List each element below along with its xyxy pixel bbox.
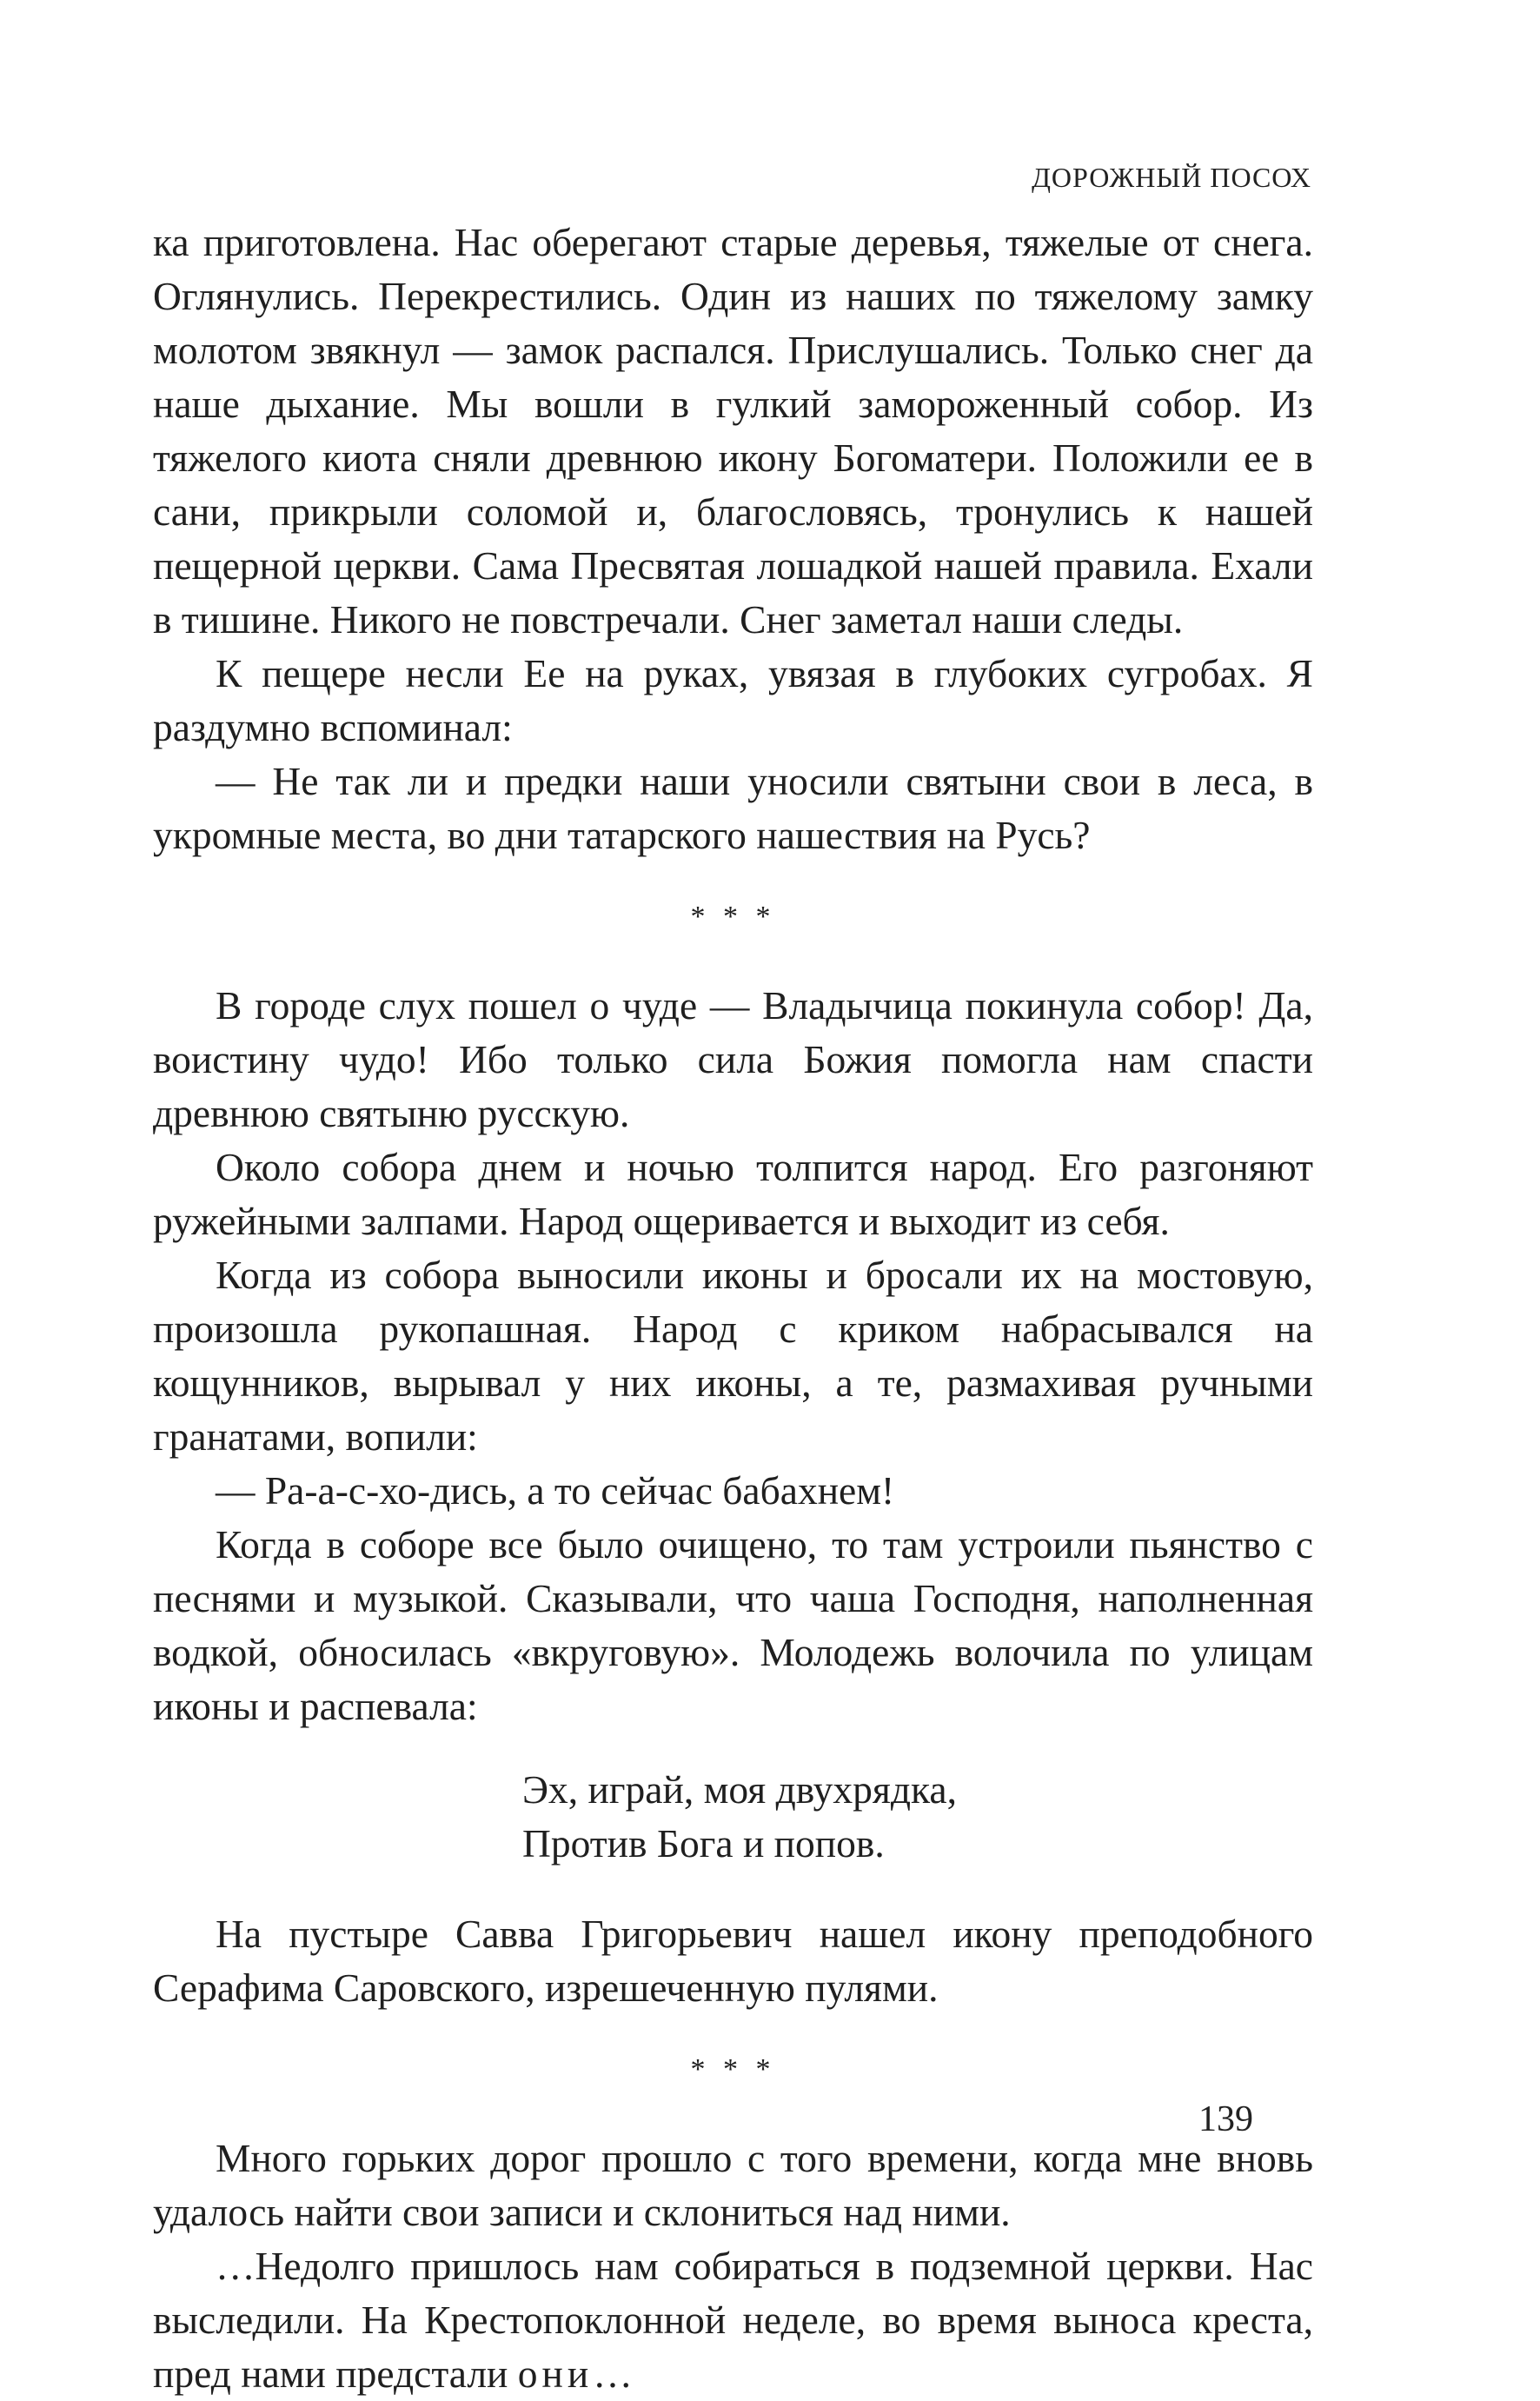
paragraph: Когда в соборе все было очищено, то там устроили пьянство с песнями и музыкой. Сказывали, что чаша Господня, наполненная водкой, обносилась «вкруговую». Молодежь волочила по улицам иконы и распевала: <box>153 1522 1313 1728</box>
section-break-asterism: * * * <box>690 2053 776 2085</box>
running-head: ДОРОЖНЫЙ ПОСОХ <box>1032 162 1311 193</box>
spaced-emphasis: они <box>517 2351 594 2396</box>
paragraph: — Не так ли и предки наши уносили святыни свои в леса, в укромные места, во дни татарского нашествия на Русь? <box>153 759 1313 857</box>
paragraph: Когда из собора выносили иконы и бросали их на мостовую, произошла рукопашная. Народ с криком набрасывался на кощунников, вырывал у них иконы, а те, размахивая ручными гранатами, вопили: <box>153 1253 1313 1459</box>
paragraph: Много горьких дорог прошло с того времени, когда мне вновь удалось найти свои записи и склониться над ними. <box>153 2136 1313 2234</box>
paragraph: К пещере несли Ее на руках, увязая в глубоких сугробах. Я раздумно вспоминал: <box>153 651 1313 749</box>
paragraph: В городе слух пошел о чуде — Владычица покинула собор! Да, воистину чудо! Ибо только сила Божия помогла нам спасти древнюю святыню русскую. <box>153 983 1313 1135</box>
ellipsis: … <box>593 2351 633 2396</box>
body-text <box>153 216 1313 2401</box>
paragraph: На пустыре Савва Григорьевич нашел икону преподобного Серафима Саровского, изрешеченную пулями. <box>153 1912 1313 2010</box>
verse-line: Эх, играй, моя двухрядка, <box>522 1767 957 1812</box>
paragraph <box>153 2239 1313 2401</box>
paragraph: ка приготовлена. Нас оберегают старые деревья, тяжелые от снега. Оглянулись. Перекрестились. Один из наших по тяжелому замку молотом звякнул — замок распался. Прислушались. Только снег да наше дыхание. Мы вошли в гулкий замороженный собор. Из тяжелого киота сняли древнюю икону Богоматери. Положили ее в сани, прикрыли соломой и, благословясь, тронулись к нашей пещерной церкви. Сама Пресвятая лошадкой нашей правила. Ехали в тишине. Никого не повстречали. Снег заметал наши следы. <box>153 220 1313 642</box>
paragraph: — Ра-а-с-хо-дись, а то сейчас бабахнем! <box>216 1468 895 1513</box>
verse-line: Против Бога и попов. <box>522 1821 885 1866</box>
paragraph: Около собора днем и ночью толпится народ. Его разгоняют ружейными залпами. Народ ощеривается и выходит из себя. <box>153 1145 1313 1243</box>
section-break-asterism: * * * <box>690 901 776 933</box>
paragraph-text: …Недолго пришлось нам собираться в подземной церкви. Нас выследили. На Крестопоклонной неделе, во время выноса креста, пред нами предстали <box>153 2244 1313 2396</box>
verse-quote <box>522 1763 1313 1871</box>
page-number: 139 <box>1198 2099 1253 2139</box>
